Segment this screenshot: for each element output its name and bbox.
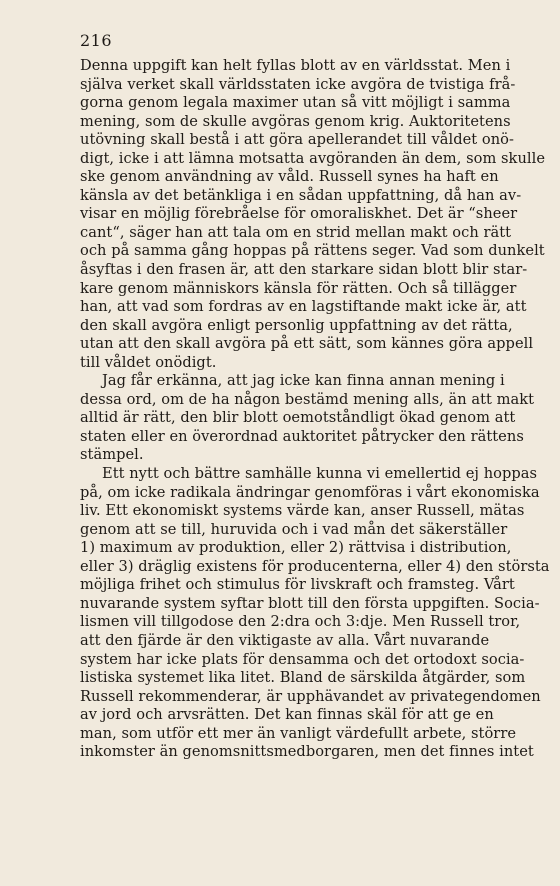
text-line: möjliga frihet och stimulus för livskraft och framsteg. Vårt <box>80 576 515 594</box>
text-line: Denna uppgift kan helt fyllas blott av en världsstat. Men i <box>80 57 511 74</box>
text-line: känsla av det betänkliga i en sådan uppfattning, då han av- <box>80 186 522 204</box>
text-line: alltid är rätt, den blir blott oemotståndligt ökad genom att <box>80 409 516 427</box>
text-line: själva verket skall världsstaten icke avgöra de tvistiga frå- <box>80 75 516 93</box>
text-line: man, som utför ett mer än vanligt värdefullt arbete, större <box>80 724 517 742</box>
text-line: Ett nytt och bättre samhälle kunna vi emellertid ej hoppas <box>102 465 538 483</box>
text-line: åsyftas i den frasen är, att den starkare sidan blott blir star- <box>80 261 528 279</box>
text-line: och på samma gång hoppas på rättens seger. Vad som dunkelt <box>80 242 545 260</box>
text-line: listiska systemet lika litet. Bland de särskilda åtgärder, som <box>80 669 526 687</box>
page-number: 216 <box>80 31 113 50</box>
text-line: av jord och arvsrätten. Det kan finnas skäl för att ge en <box>80 706 494 724</box>
text-line: gorna genom legala maximer utan så vitt möjligt i samma <box>80 94 511 112</box>
text-line: genom att se till, huruvida och i vad mån det säkerställer <box>80 520 508 538</box>
text-line: liv. Ett ekonomiskt systems värde kan, anser Russell, mätas <box>80 502 525 520</box>
text-line: till våldet onödigt. <box>80 353 217 371</box>
text-line: Russell rekommenderar, är upphävandet av privategendomen <box>80 687 541 705</box>
text-line: den skall avgöra enligt personlig uppfattning av det rätta, <box>80 316 513 334</box>
text-line: kare genom människors känsla för rätten. Och så tillägger <box>80 279 517 297</box>
text-line: på, om icke radikala ändringar genomföras i vårt ekonomiska <box>80 483 540 501</box>
text-line: Jag får erkänna, att jag icke kan finna annan mening i <box>102 372 505 390</box>
text-line: mening, som de skulle avgöras genom krig. Auktoritetens <box>80 112 511 130</box>
text-line: eller 3) dräglig existens för producenterna, eller 4) den största <box>80 557 550 575</box>
body-text <box>80 57 550 762</box>
text-line: dessa ord, om de ha någon bestämd mening alls, än att makt <box>80 390 535 408</box>
text-line: 1) maximum av produktion, eller 2) rättvisa i distribution, <box>80 539 512 557</box>
text-line: lismen vill tillgodose den 2:dra och 3:dje. Men Russell tror, <box>80 613 521 631</box>
text-line: staten eller en överordnad auktoritet påtrycker den rättens <box>80 427 524 445</box>
text-line: inkomster än genomsnittsmedborgaren, men det finnes intet <box>80 743 534 761</box>
text-line: digt, icke i att lämna motsatta avgöranden än dem, som skulle <box>80 149 546 167</box>
text-line: att den fjärde är den viktigaste av alla. Vårt nuvarande <box>80 631 490 649</box>
text-line: utan att den skall avgöra på ett sätt, som kännes göra appell <box>80 335 534 353</box>
text-line: visar en möjlig förebråelse för omoraliskhet. Det är “sheer <box>80 205 518 223</box>
text-line: cant“, säger han att tala om en strid mellan makt och rätt <box>80 223 512 241</box>
text-line: utövning skall bestå i att göra apellerandet till våldet onö- <box>80 131 514 149</box>
text-line: system har icke plats för densamma och det ortodoxt socia- <box>80 650 525 668</box>
text-line: stämpel. <box>80 446 144 464</box>
text-line: ske genom användning av våld. Russell synes ha haft en <box>80 168 499 186</box>
text-line: han, att vad som fordras av en lagstiftande makt icke är, att <box>80 298 527 316</box>
text-line: nuvarande system syftar blott till den första uppgiften. Socia- <box>80 594 540 612</box>
